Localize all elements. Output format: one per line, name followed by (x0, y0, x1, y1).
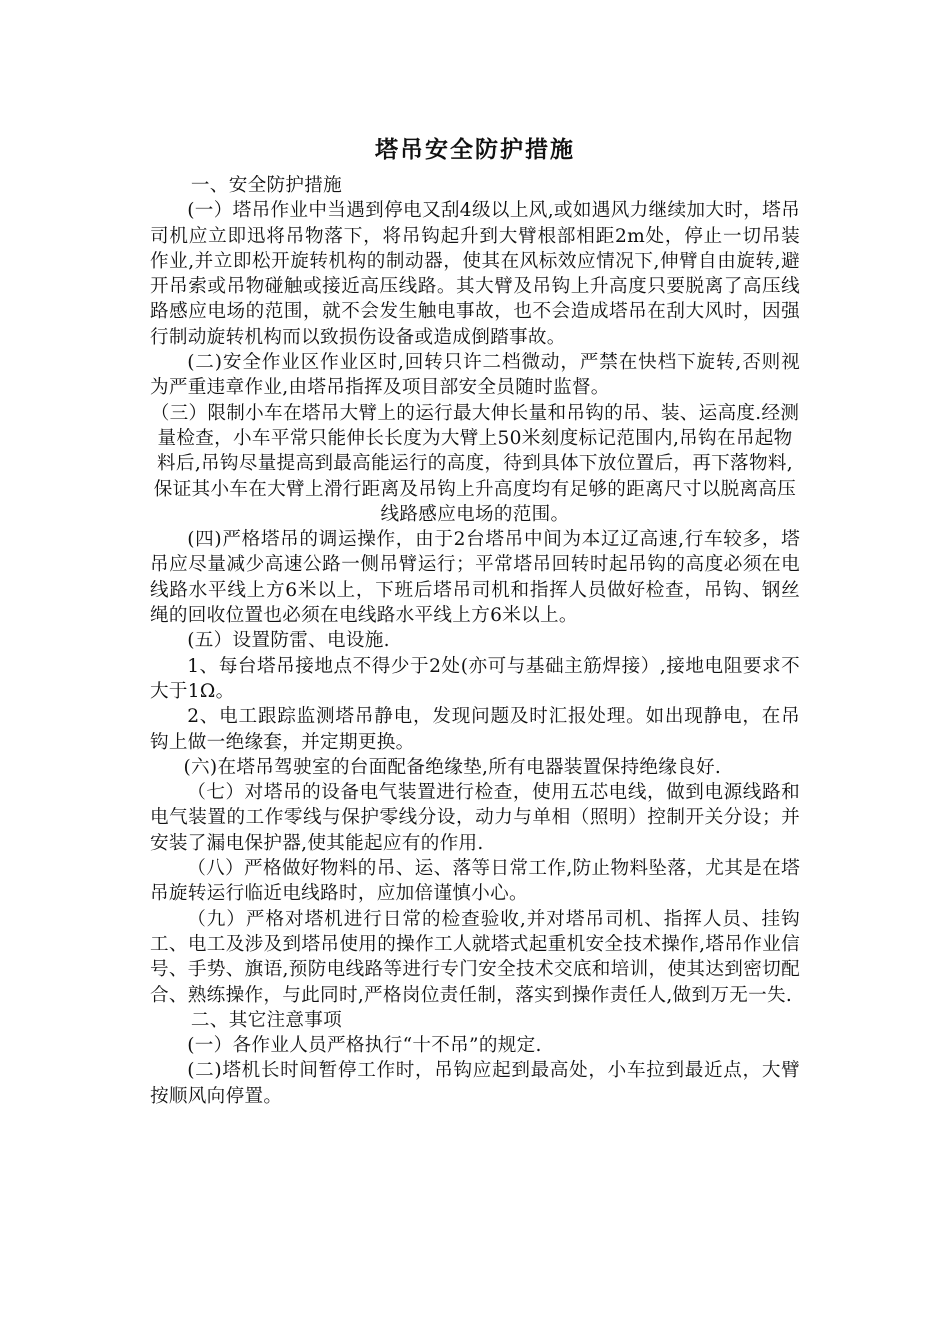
paragraph-8: (六)在塔吊驾驶室的台面配备绝缘垫,所有电器装置保持绝缘良好. (183, 756, 722, 778)
paragraph-7: 2、电工跟踪监测塔吊静电，发现问题及时汇报处理。如出现静电，在吊钩上做一绝缘套，并定期更换。 (150, 706, 800, 753)
paragraph-5: (五）设置防雷、电设施. (187, 630, 390, 652)
section-heading-1: 一、安全防护措施 (190, 175, 343, 196)
paragraph-11: （九）严格对塔机进行日常的检查验收,并对塔吊司机、指挥人员、挂钩工、电工及涉及到塔吊使用的操作工人就塔式起重机安全技术操作,塔吊作业信号、手势、旗语,预防电线路等进行专门安全技术交底和培训，使其达到密切配合、熟练操作，与此同时,严格岗位责任制，落实到操作责任人,做到万无一失. (150, 908, 800, 1006)
document-body (150, 173, 800, 1109)
paragraph-13: (二)塔机长时间暂停工作时，吊钩应起到最高处，小车拉到最近点，大臂按顺风向停置。 (150, 1060, 800, 1107)
paragraph-12: (一）各作业人员严格执行“十不吊”的规定. (187, 1035, 542, 1057)
paragraph-9: （七）对塔吊的设备电气装置进行检查，使用五芯电线，做到电源线路和电气装置的工作零线与保护零线分设，动力与单相（照明）控制开关分设；并安装了漏电保护器,使其能起应有的作用. (150, 782, 800, 854)
paragraph-2: (二)安全作业区作业区时,回转只许二档微动，严禁在快档下旋转,否则视为严重违章作业,由塔吊指挥及项目部安全员随时监督。 (150, 352, 800, 399)
paragraph-4: (四)严格塔吊的调运操作，由于2台塔吊中间为本辽辽高速,行车较多，塔吊应尽量减少高速公路一侧吊臂运行；平常塔吊回转时起吊钩的高度必须在电线路水平线上方6米以上，下班后塔吊司机和指挥人员做好检查，吊钩、钢丝绳的回收位置也必须在电线路水平线上方6米以上。 (150, 529, 800, 627)
paragraph-3: （三）限制小车在塔吊大臂上的运行最大伸长量和吊钩的吊、装、运高度.经测量检查，小车平常只能伸长长度为大臂上50米刻度标记范围内,吊钩在吊起物料后,吊钩尽量提高到最高能运行的高度，待到具体下放位置后，再下落物料,保证其小车在大臂上滑行距离及吊钩上升高度均有足够的距离尺寸以脱离高压线路感应电场的范围。 (150, 402, 800, 525)
section-heading-2: 二、其它注意事项 (190, 1009, 343, 1031)
paragraph-1: (一）塔吊作业中当遇到停电又刮4级以上风,或如遇风力继续加大时，塔吊司机应立即迅将吊物落下，将吊钩起升到大臂根部相距2m处，停止一切吊装作业,并立即松开旋转机构的制动器，使其在风标效应情况下,伸臂自由旋转,避开吊索或吊物碰触或接近高压线路。其大臂及吊钩上升高度只要脱离了高压线路感应电场的范围，就不会发生触电事故，也不会造成塔吊在刮大风时，因强行制动旋转机构而以致损伤设备或造成倒踏事故。 (150, 200, 800, 348)
document-title: 塔吊安全防护措施 (375, 137, 575, 163)
paragraph-10: （八）严格做好物料的吊、运、落等日常工作,防止物料坠落，尤其是在塔吊旋转运行临近电线路时，应加倍谨慎小心。 (150, 858, 800, 905)
paragraph-6: 1、每台塔吊接地点不得少于2处(亦可与基础主筋焊接）,接地电阻要求不大于1Ω。 (150, 655, 800, 702)
